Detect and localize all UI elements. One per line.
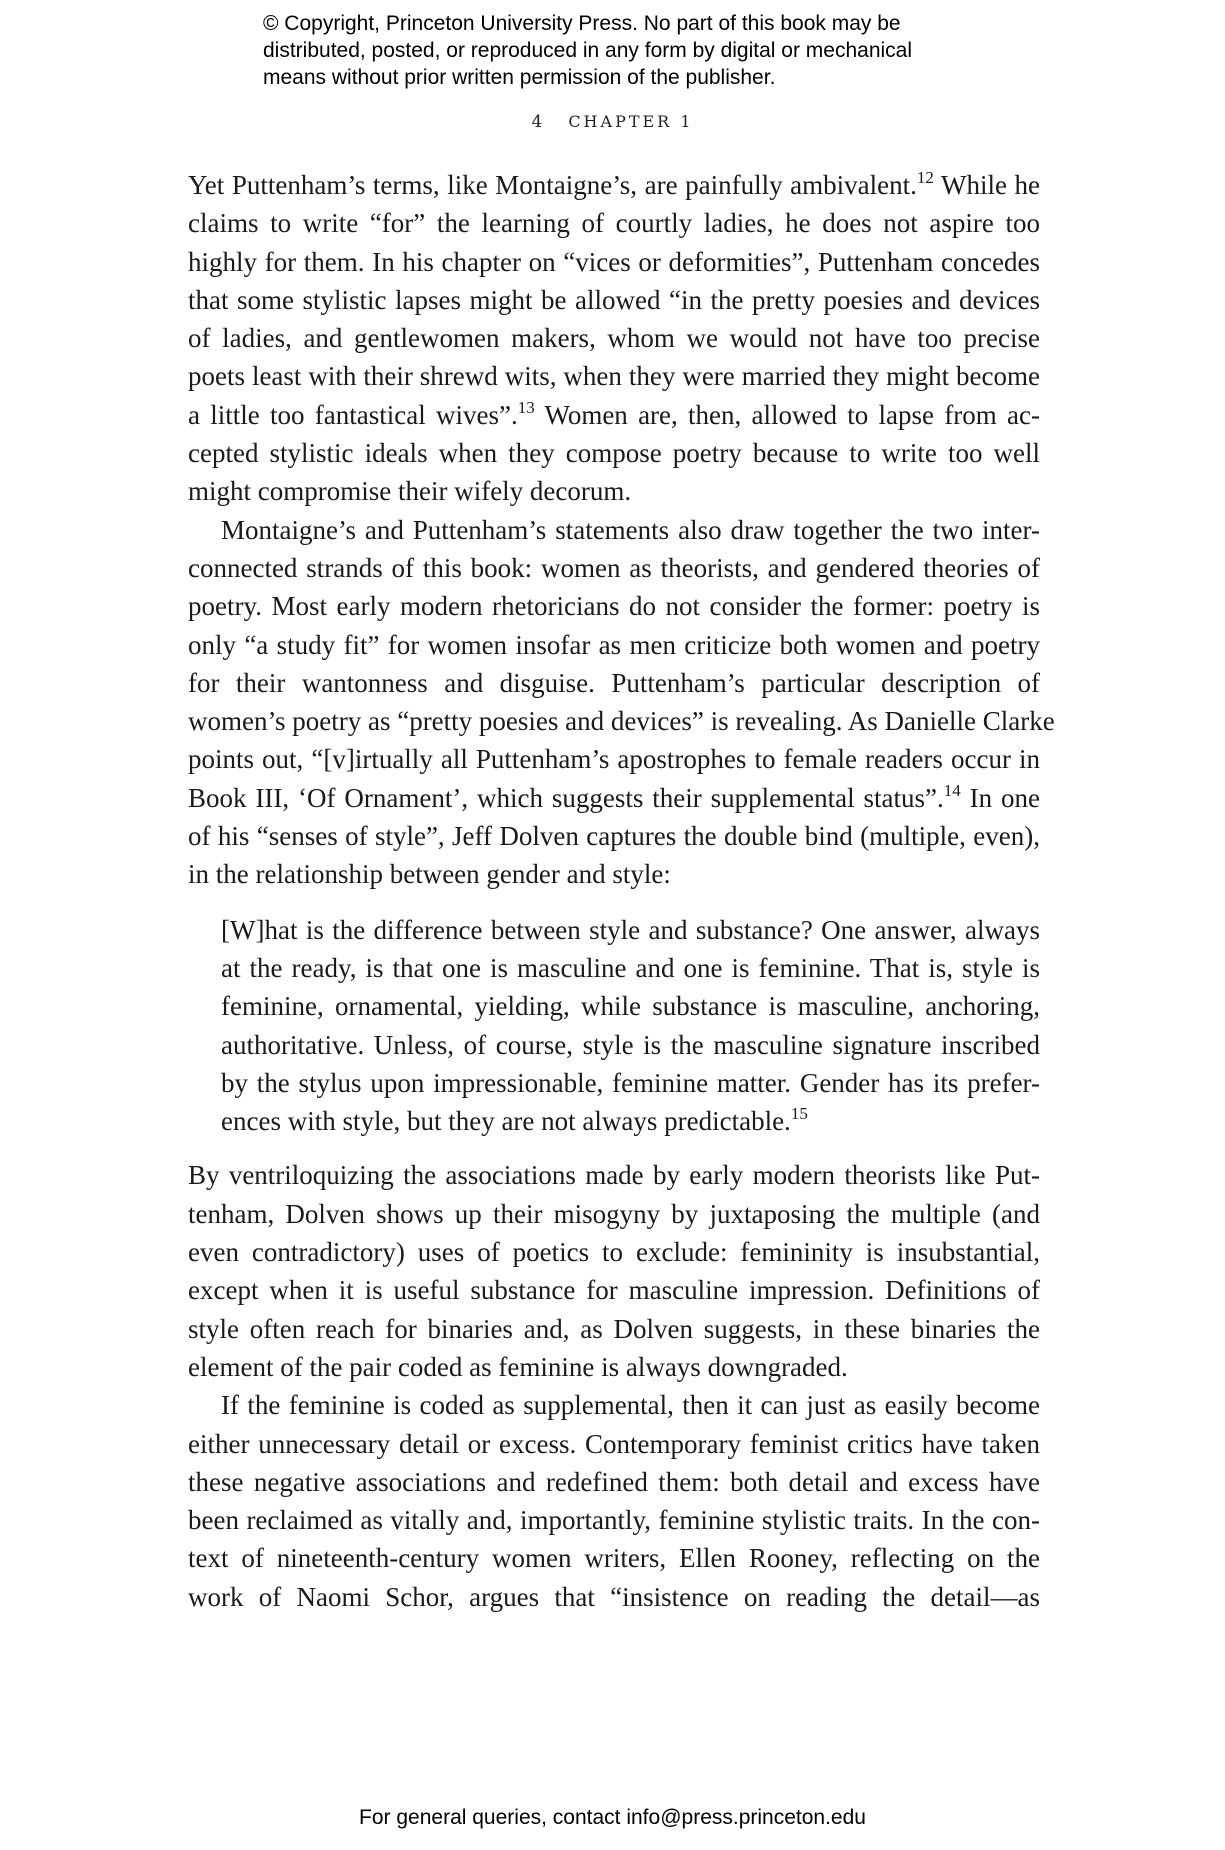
text-line: Montaigne’s and Puttenham’s statements also draw together the two inter- — [221, 514, 1040, 545]
text-segment: Women are, then, allowed to lapse from ac- — [534, 399, 1040, 430]
text-line: By ventriloquizing the associations made by early modern theorists like Put- — [188, 1160, 1040, 1191]
text-segment: In one — [960, 782, 1040, 813]
text-line: of ladies, and gentlewomen makers, whom we would not have too precise — [188, 323, 1040, 354]
text-line: highly for them. In his chapter on “vices or deformities”, Puttenham concedes — [188, 246, 1040, 277]
text-line: women’s poetry as “pretty poesies and devices” is revealing. As Danielle Clarke — [188, 706, 1055, 737]
paragraph — [188, 511, 1055, 894]
text-line: even contradictory) uses of poetics to exclude: femininity is insubstantial, — [188, 1237, 1040, 1268]
text-line: poets least with their shrewd wits, when they were married they might become — [188, 361, 1040, 392]
text-line: that some stylistic lapses might be allowed “in the pretty poesies and devices — [188, 284, 1040, 315]
paragraph — [188, 1156, 1040, 1386]
footnote-ref[interactable]: 14 — [943, 780, 961, 800]
text-segment: Yet Puttenham’s terms, like Montaigne’s, are painfully ambivalent. — [188, 170, 917, 200]
text-line: text of nineteenth-century women writers, Ellen Rooney, reflecting on the — [188, 1543, 1040, 1574]
text-line: tenham, Dolven shows up their misogyny by juxtaposing the multiple (and — [188, 1198, 1040, 1229]
text-line: style often reach for binaries and, as Dolven suggests, in these binaries the — [188, 1313, 1040, 1344]
text-line: these negative associations and redefined them: both detail and excess have — [188, 1466, 1040, 1497]
footnote-ref[interactable]: 12 — [916, 168, 934, 187]
footnote-ref[interactable]: 13 — [517, 397, 535, 417]
text-line: connected strands of this book: women as theorists, and gendered theories of — [188, 552, 1040, 583]
text-line: element of the pair coded as feminine is always downgraded. — [188, 1351, 848, 1382]
running-head — [0, 112, 1225, 132]
copyright-notice — [263, 10, 1023, 91]
text-line: been reclaimed as vitally and, importantly, feminine stylistic traits. In the con- — [188, 1505, 1040, 1536]
footer-contact: For general queries, contact info@press.princeton.edu — [359, 1806, 866, 1829]
text-line — [188, 396, 1040, 434]
text-line — [188, 166, 1040, 204]
footnote-ref[interactable]: 15 — [790, 1104, 808, 1124]
text-line: If the feminine is coded as supplemental, then it can just as easily become — [221, 1390, 1040, 1421]
text-line: in the relationship between gender and style: — [188, 859, 671, 890]
text-line: feminine, ornamental, yielding, while substance is masculine, anchoring, — [221, 991, 1040, 1022]
chapter-label: CHAPTER 1 — [568, 112, 694, 131]
text-line: cepted stylistic ideals when they compose poetry because to write too well — [188, 438, 1040, 469]
text-segment: Book III, ‘Of Ornament’, which suggests their supplemental status”. — [188, 782, 944, 813]
text-line — [188, 779, 1040, 817]
paragraph — [188, 166, 1040, 511]
copyright-line: means without prior written permission of the publisher. — [263, 66, 776, 89]
text-line: except when it is useful substance for masculine impression. Definitions of — [188, 1275, 1040, 1306]
paragraph — [188, 1386, 1040, 1616]
text-line: poetry. Most early modern rhetoricians do not consider the former: poetry is — [188, 591, 1040, 622]
text-line: either unnecessary detail or excess. Contemporary feminist critics have taken — [188, 1428, 1040, 1459]
text-line: [W]hat is the difference between style and substance? One answer, always — [221, 914, 1040, 945]
block-quote — [221, 911, 1040, 1141]
text-line: for their wantonness and disguise. Puttenham’s particular description of — [188, 667, 1040, 698]
text-line: points out, “[v]irtually all Puttenham’s apostrophes to female readers occur in — [188, 744, 1040, 775]
text-line: of his “senses of style”, Jeff Dolven captures the double bind (multiple, even), — [188, 821, 1040, 852]
text-segment: ences with style, but they are not always predictable. — [221, 1106, 791, 1137]
text-line: authoritative. Unless, of course, style is the masculine signature inscribed — [221, 1029, 1040, 1060]
copyright-line: distributed, posted, or reproduced in any form by digital or mechanical — [263, 39, 913, 62]
copyright-line: © Copyright, Princeton University Press. No part of this book may be — [263, 12, 901, 35]
text-segment: a little too fantastical wives”. — [188, 399, 518, 430]
text-segment: While he — [933, 170, 1040, 200]
page-body — [188, 166, 1055, 1616]
page-number: 4 — [531, 112, 543, 132]
text-line: might compromise their wifely decorum. — [188, 476, 632, 507]
text-line: only “a study fit” for women insofar as men criticize both women and poetry — [188, 629, 1040, 660]
text-line: at the ready, is that one is masculine and one is feminine. That is, style is — [221, 952, 1040, 983]
text-line: work of Naomi Schor, argues that “insistence on reading the detail—as — [188, 1581, 1040, 1612]
text-line: claims to write “for” the learning of courtly ladies, he does not aspire too — [188, 208, 1040, 239]
text-line — [221, 1102, 1040, 1140]
text-line: by the stylus upon impressionable, feminine matter. Gender has its prefer- — [221, 1067, 1040, 1098]
